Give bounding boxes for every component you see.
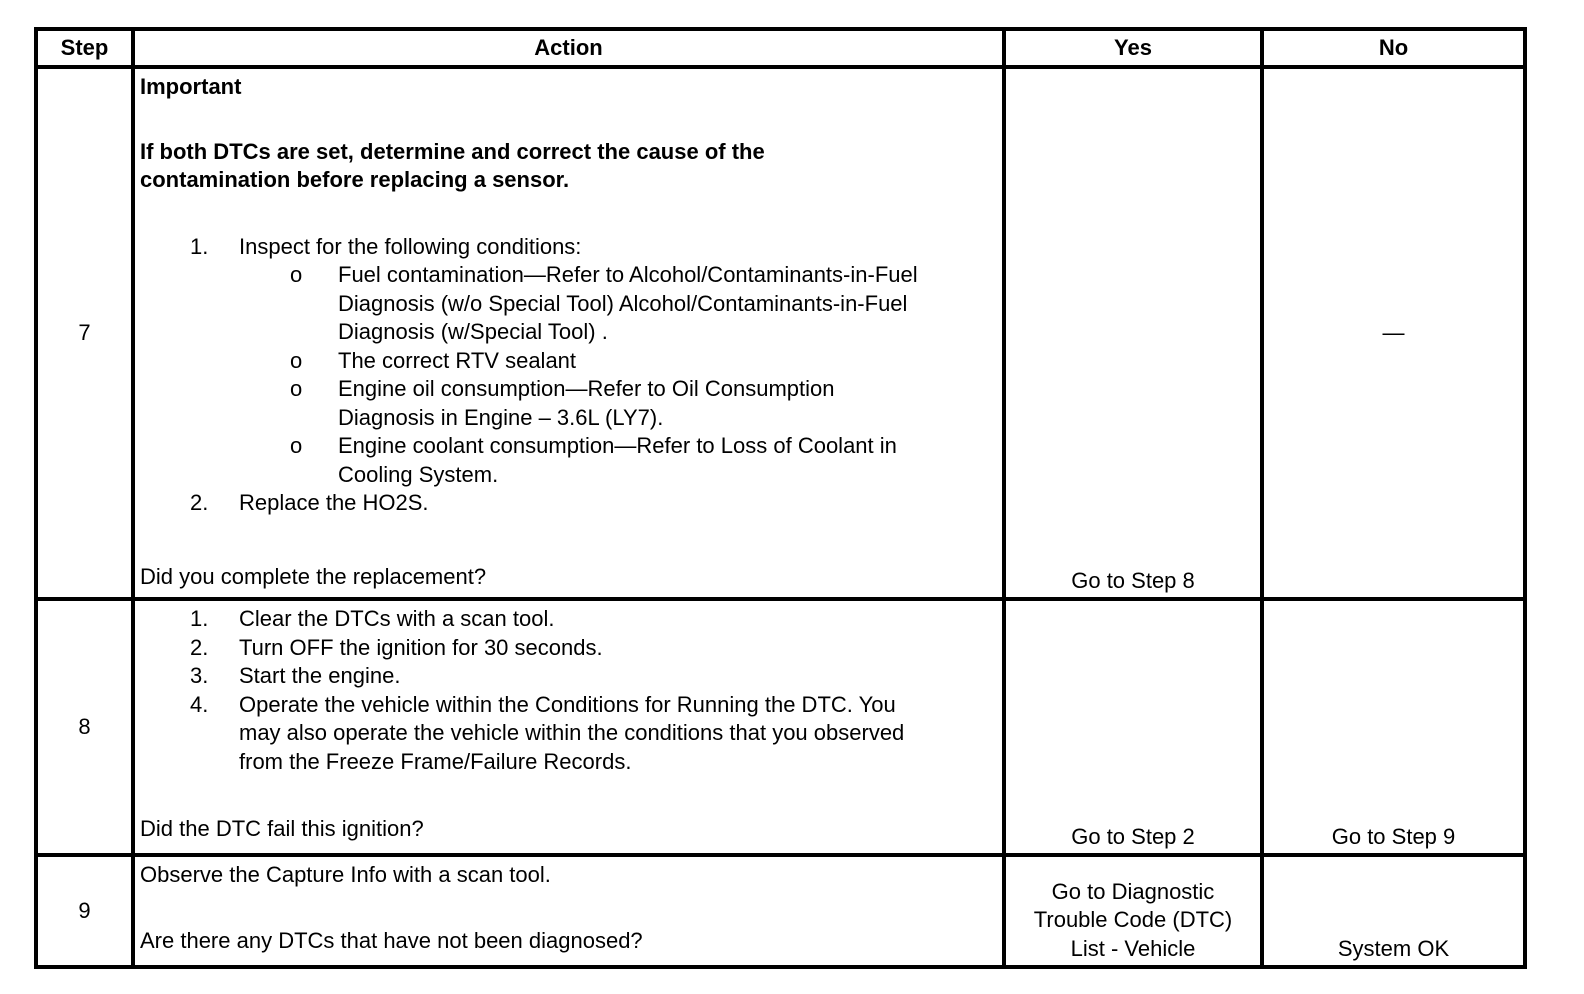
yes-result-line: Trouble Code (DTC) xyxy=(1033,907,1233,932)
bullet-icon: o xyxy=(290,376,303,401)
condition-list xyxy=(239,261,992,489)
condition-text-line: The correct RTV sealant xyxy=(338,347,577,373)
list-item xyxy=(140,634,992,663)
list-item xyxy=(140,233,992,490)
important-label: Important xyxy=(140,74,242,99)
yes-result-line: List - Vehicle xyxy=(1070,935,1196,961)
condition-item xyxy=(239,347,992,376)
yes-result: Go to Step 2 xyxy=(1004,599,1262,855)
list-item-text: Inspect for the following conditions: xyxy=(239,233,582,259)
header-row xyxy=(36,29,1525,67)
list-item-text: Turn OFF the ignition for 30 seconds. xyxy=(239,634,603,660)
table-row-step-8 xyxy=(36,599,1525,855)
bullet-icon: o xyxy=(290,433,303,458)
action-text: Observe the Capture Info with a scan tool. xyxy=(140,862,551,887)
no-result: System OK xyxy=(1262,855,1525,967)
procedure-list xyxy=(140,605,992,776)
yes-result-line: Go to Diagnostic xyxy=(1051,878,1215,904)
no-result: — xyxy=(1262,67,1525,599)
list-item-text: Operate the vehicle within the Conditions for Running the DTC. You xyxy=(239,691,896,717)
no-result: Go to Step 9 xyxy=(1262,599,1525,855)
header-no: No xyxy=(1262,29,1525,67)
condition-item xyxy=(239,375,992,432)
list-item-number: 4. xyxy=(190,691,209,717)
action-cell xyxy=(133,599,1004,855)
list-item-text: Start the engine. xyxy=(239,663,401,688)
bullet-icon: o xyxy=(290,347,303,373)
important-text-line: If both DTCs are set, determine and correct the cause of the xyxy=(140,138,765,164)
condition-text-line: Cooling System. xyxy=(338,461,499,487)
condition-text-line: Engine oil consumption—Refer to Oil Consumption xyxy=(338,376,835,401)
list-item xyxy=(140,489,992,518)
action-cell xyxy=(133,67,1004,599)
list-item-number: 2. xyxy=(190,634,209,660)
condition-text-line: Diagnosis in Engine – 3.6L (LY7). xyxy=(338,404,664,430)
table-row-step-9 xyxy=(36,855,1525,967)
list-item-number: 3. xyxy=(190,663,209,688)
list-item-text: Clear the DTCs with a scan tool. xyxy=(239,606,555,631)
question-text: Did the DTC fail this ignition? xyxy=(140,815,424,841)
list-item-number: 1. xyxy=(190,606,209,631)
important-text-line: contamination before replacing a sensor. xyxy=(140,167,570,192)
condition-text-line: Diagnosis (w/Special Tool) . xyxy=(338,319,608,344)
diagnostic-table xyxy=(34,27,1527,969)
step-number: 8 xyxy=(36,599,133,855)
list-item-text: from the Freeze Frame/Failure Records. xyxy=(239,748,632,774)
bullet-icon: o xyxy=(290,262,303,287)
condition-text-line: Engine coolant consumption—Refer to Loss of Coolant in xyxy=(338,433,897,458)
list-item xyxy=(140,662,992,691)
list-item xyxy=(140,691,992,777)
condition-item xyxy=(239,261,992,347)
list-item-text: may also operate the vehicle within the conditions that you observed xyxy=(239,720,905,745)
yes-result xyxy=(1004,855,1262,967)
list-item xyxy=(140,605,992,634)
condition-item xyxy=(239,432,992,489)
header-step: Step xyxy=(36,29,133,67)
table-row-step-7 xyxy=(36,67,1525,599)
procedure-list xyxy=(140,233,992,518)
yes-result: Go to Step 8 xyxy=(1004,67,1262,599)
header-yes: Yes xyxy=(1004,29,1262,67)
condition-text-line: Fuel contamination—Refer to Alcohol/Contaminants-in-Fuel xyxy=(338,262,918,287)
list-item-number: 1. xyxy=(190,233,209,259)
question-text: Are there any DTCs that have not been diagnosed? xyxy=(140,927,643,953)
header-action: Action xyxy=(133,29,1004,67)
question-text: Did you complete the replacement? xyxy=(140,563,487,589)
list-item-text: Replace the HO2S. xyxy=(239,490,429,515)
list-item-number: 2. xyxy=(190,490,209,515)
action-cell xyxy=(133,855,1004,967)
step-number: 7 xyxy=(36,67,133,599)
step-number: 9 xyxy=(36,855,133,967)
condition-text-line: Diagnosis (w/o Special Tool) Alcohol/Contaminants-in-Fuel xyxy=(338,290,908,316)
